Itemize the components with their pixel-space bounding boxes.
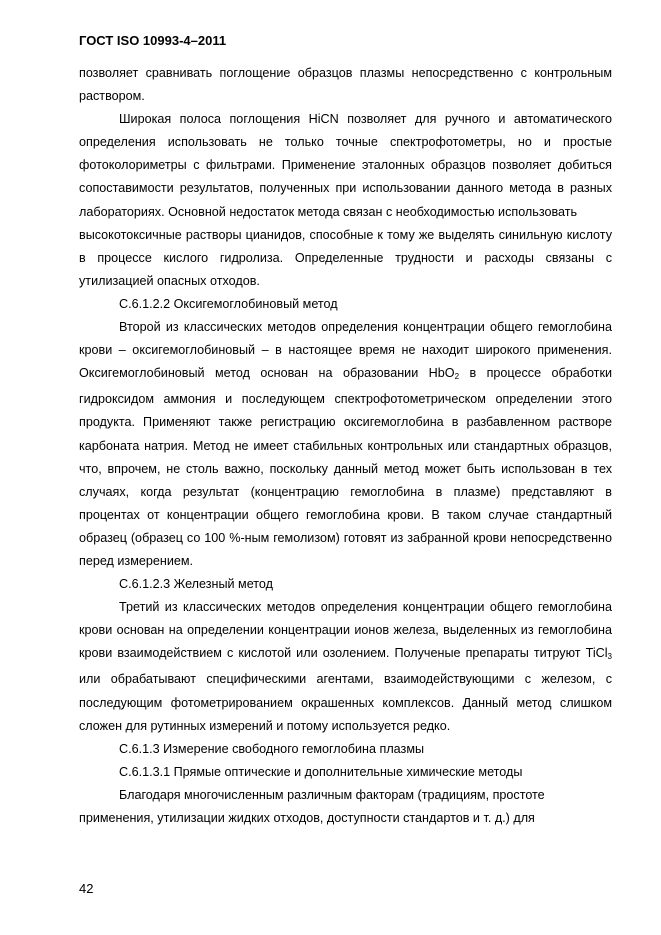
paragraph-cyanide: высокотоксичные растворы цианидов, способные к тому же выделять синильную кислоту в процессе кислого гидролиза. Определенные трудности и расходы связаны с утилизацией опасных отходов. xyxy=(79,227,612,288)
document-header: ГОСТ ISO 10993-4–2011 xyxy=(79,33,227,48)
section-heading-oxyhemoglobin: C.6.1.2.2 Оксигемоглобиновый метод xyxy=(119,296,338,311)
paragraph-factors: Благодаря многочисленным различным факторам (традициям, простоте применения, утилизации жидких отходов, доступности стандартов и т. д.) для xyxy=(79,787,545,825)
paragraph-oxyhemoglobin-part-b: в процессе обработки гидроксидом аммония и последующем спектрофотометрическом определении этого продукта. Применяют также регистрацию оксигемоглобина в разбавленном растворе карбоната натрия. Метод не имеет стабильных контрольных или стандартных образцов, что, впрочем, не столь важно, поскольку данный метод может быть использован в тех случаях, когда результат (концентрацию гемоглобина в плазме) представляют в процентах от концентрации общего гемоглобина крови. В таком случае стандартный образец (образец со 100 %-ным гемолизом) готовят из забранной крови непосредственно перед измерением. xyxy=(79,366,612,568)
paragraph-iron-part-a: Третий из классических методов определения концентрации общего гемоглобина крови основан на определении концентрации ионов железа, выделенных из гемоглобина крови взаимодействием с кислотой или озолением. Полученые препараты титруют TiCl xyxy=(79,600,612,661)
ticl3-subscript: 3 xyxy=(607,652,612,662)
paragraph-oxyhemoglobin-part-a: Второй из классических методов определения концентрации общего гемоглобина крови – оксигемоглобиновый – в настоящее время не находит широкого применения. Оксигемоглобиновый метод основан на образовании HbO xyxy=(79,320,612,381)
section-heading-free-hemoglobin: C.6.1.3 Измерение свободного гемоглобина плазмы xyxy=(119,741,425,756)
page-number: 42 xyxy=(79,881,94,896)
paragraph-hicn: Широкая полоса поглощения HiCN позволяет для ручного и автоматического определения использовать не только точные спектрофотометры, но и простые фотоколориметры с фильтрами. Применение эталонных образцов позволяет добиться сопоставимости результатов, полученных при использовании данного метода в разных лабораториях. Основной недостаток метода связан с необходимостью использовать xyxy=(79,112,612,219)
section-heading-iron: C.6.1.2.3 Железный метод xyxy=(119,577,274,592)
section-heading-optical-methods: C.6.1.3.1 Прямые оптические и дополнительные химические методы xyxy=(119,764,523,779)
paragraph-iron xyxy=(79,596,612,738)
document-body xyxy=(79,62,612,830)
paragraph-oxyhemoglobin xyxy=(79,316,612,573)
hbo2-subscript: 2 xyxy=(454,372,460,382)
paragraph-continuation: позволяет сравнивать поглощение образцов плазмы непосредственно с контрольным раствором. xyxy=(79,66,612,104)
paragraph-iron-part-b: или обрабатывают специфическими агентами, взаимодействующими с железом, с последующим фотометрированием окрашенных комплексов. Данный метод слишком сложен для рутинных измерений и потому используется редко. xyxy=(79,672,612,733)
